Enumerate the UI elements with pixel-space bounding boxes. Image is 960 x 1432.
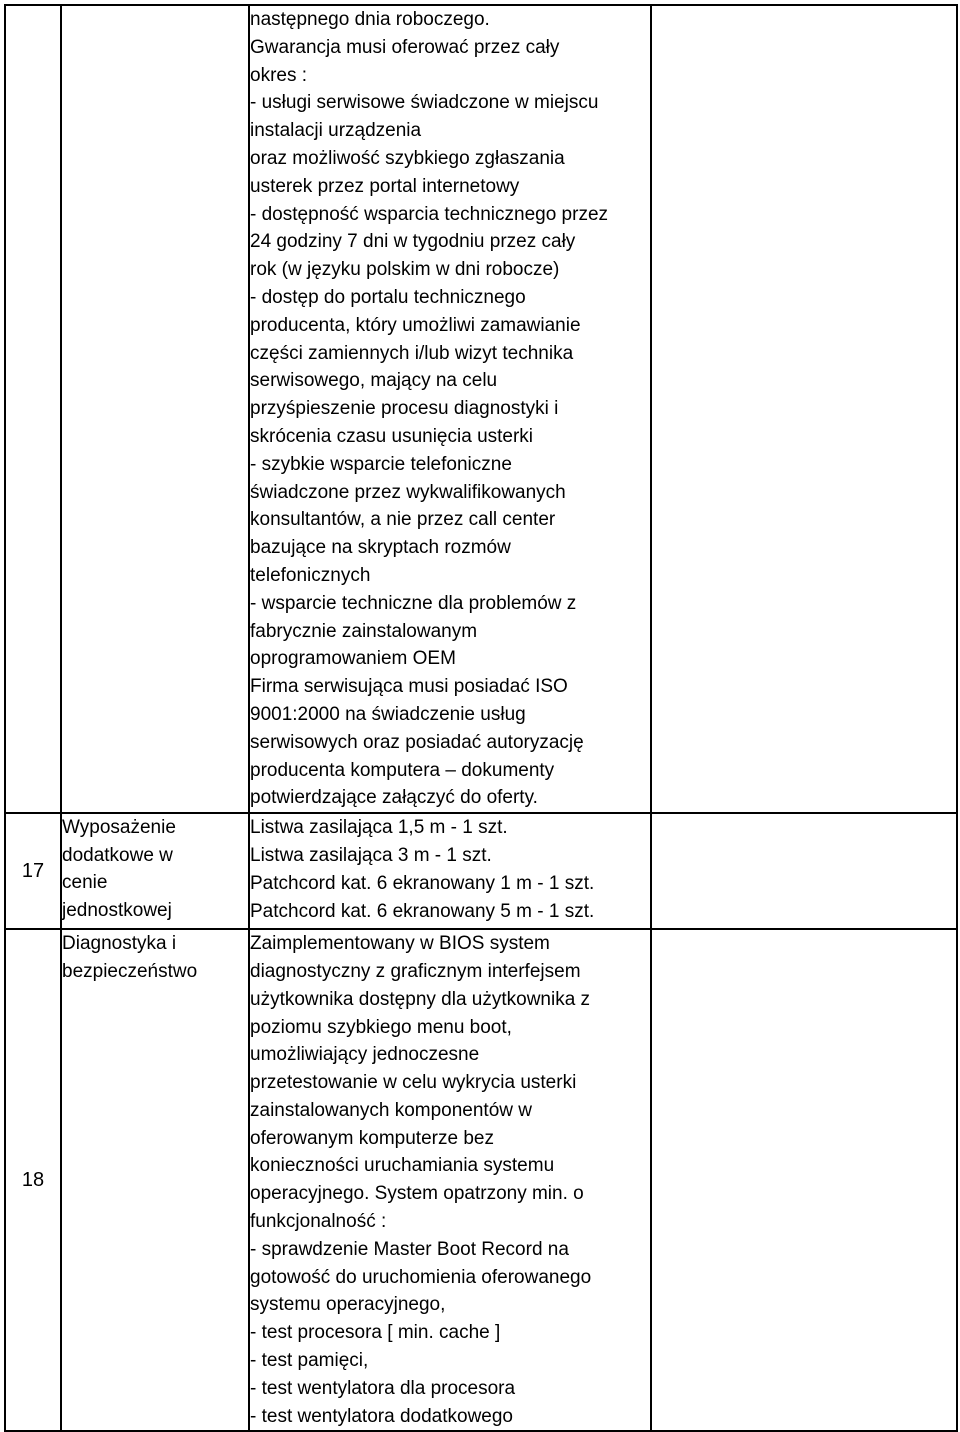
row-value-cell (651, 929, 957, 1431)
row-name-line: Diagnostyka i (62, 933, 177, 955)
description-line: - test wentylatora dla procesora (250, 1377, 516, 1399)
row-name-line: bezpieczeństwo (62, 960, 198, 982)
row-number-cell (5, 5, 61, 813)
description-line: - dostęp do portalu technicznego (250, 286, 526, 308)
description-line: Patchcord kat. 6 ekranowany 1 m - 1 szt. (250, 872, 595, 894)
description-line: konsultantów, a nie przez call center (250, 509, 556, 531)
description-line: świadczone przez wykwalifikowanych (250, 481, 566, 503)
description-line: przyśpieszenie procesu diagnostyki i (250, 398, 559, 420)
row-value-cell (651, 813, 957, 929)
description-line: Listwa zasilająca 1,5 m - 1 szt. (250, 817, 508, 839)
row-value-cell (651, 5, 957, 813)
row-name-line: jednostkowej (62, 899, 172, 921)
description-line: telefonicznych (250, 564, 371, 586)
description-line: 9001:2000 na świadczenie usług (250, 703, 526, 725)
description-line: - test pamięci, (250, 1350, 369, 1372)
description-line: diagnostyczny z graficznym interfejsem (250, 960, 581, 982)
description-line: 24 godziny 7 dni w tygodniu przez cały (250, 231, 576, 253)
description-line: oprogramowaniem OEM (250, 648, 456, 670)
row-description-cell (249, 813, 651, 929)
description-line: - test procesora [ min. cache ] (250, 1322, 501, 1344)
description-line: użytkownika dostępny dla użytkownika z (250, 988, 591, 1010)
row-description-cell (249, 929, 651, 1431)
description-line: części zamiennych i/lub wizyt technika (250, 342, 574, 364)
table-row (5, 813, 957, 929)
description-line: okres : (250, 64, 308, 86)
description-line: potwierdzające załączyć do oferty. (250, 787, 538, 809)
description-line: - sprawdzenie Master Boot Record na (250, 1238, 569, 1260)
description-line: producenta komputera – dokumenty (250, 759, 555, 781)
description-line: serwisowego, mający na celu (250, 370, 498, 392)
description-line: oraz możliwość szybkiego zgłaszania (250, 147, 565, 169)
description-line: przetestowanie w celu wykrycia usterki (250, 1072, 577, 1094)
description-line: następnego dnia roboczego. (250, 9, 490, 30)
row-name-cell (61, 813, 249, 929)
description-line: - usługi serwisowe świadczone w miejscu (250, 92, 599, 114)
row-name-line: dodatkowe w (62, 844, 173, 866)
description-line: skrócenia czasu usunięcia usterki (250, 425, 534, 447)
description-line: instalacji urządzenia (250, 120, 422, 142)
description-line: - test wentylatora dodatkowego (250, 1405, 513, 1427)
description-line: producenta, który umożliwi zamawianie (250, 314, 581, 336)
description-line: poziomu szybkiego menu boot, (250, 1016, 512, 1038)
description-line: Firma serwisująca musi posiadać ISO (250, 676, 568, 698)
description-line: systemu operacyjnego, (250, 1294, 446, 1316)
description-line: gotowość do uruchomienia oferowanego (250, 1266, 592, 1288)
description-line: umożliwiający jednoczesne (250, 1044, 480, 1066)
description-line: - dostępność wsparcia technicznego przez (250, 203, 609, 225)
row-name-cell (61, 929, 249, 1431)
description-line: oferowanym komputerze bez (250, 1127, 494, 1149)
description-line: bazujące na skryptach rozmów (250, 537, 511, 559)
description-line: Gwarancja musi oferować przez cały (250, 36, 560, 58)
description-line: operacyjnego. System opatrzony min. o (250, 1183, 584, 1205)
row-description-cell (249, 5, 651, 813)
row-number-18: 18 (5, 929, 61, 1431)
description-line: usterek przez portal internetowy (250, 175, 520, 197)
description-line: zainstalowanych komponentów w (250, 1099, 532, 1121)
description-line: konieczności uruchamiania systemu (250, 1155, 555, 1177)
row-name-line: cenie (62, 872, 108, 894)
description-line: - wsparcie techniczne dla problemów z (250, 592, 577, 614)
table-row (5, 929, 957, 1431)
description-line: rok (w języku polskim w dni robocze) (250, 259, 560, 281)
specification-table (4, 4, 958, 1432)
description-line: - szybkie wsparcie telefoniczne (250, 453, 512, 475)
description-line: Zaimplementowany w BIOS system (250, 933, 550, 955)
row-number-17: 17 (5, 813, 61, 929)
row-name-line: Wyposażenie (62, 817, 176, 839)
description-line: serwisowych oraz posiadać autoryzację (250, 731, 584, 753)
table-row (5, 5, 957, 813)
row-name-cell (61, 5, 249, 813)
description-line: fabrycznie zainstalowanym (250, 620, 478, 642)
description-line: Patchcord kat. 6 ekranowany 5 m - 1 szt. (250, 900, 595, 922)
description-line: Listwa zasilająca 3 m - 1 szt. (250, 844, 492, 866)
description-line: funkcjonalność : (250, 1211, 387, 1233)
